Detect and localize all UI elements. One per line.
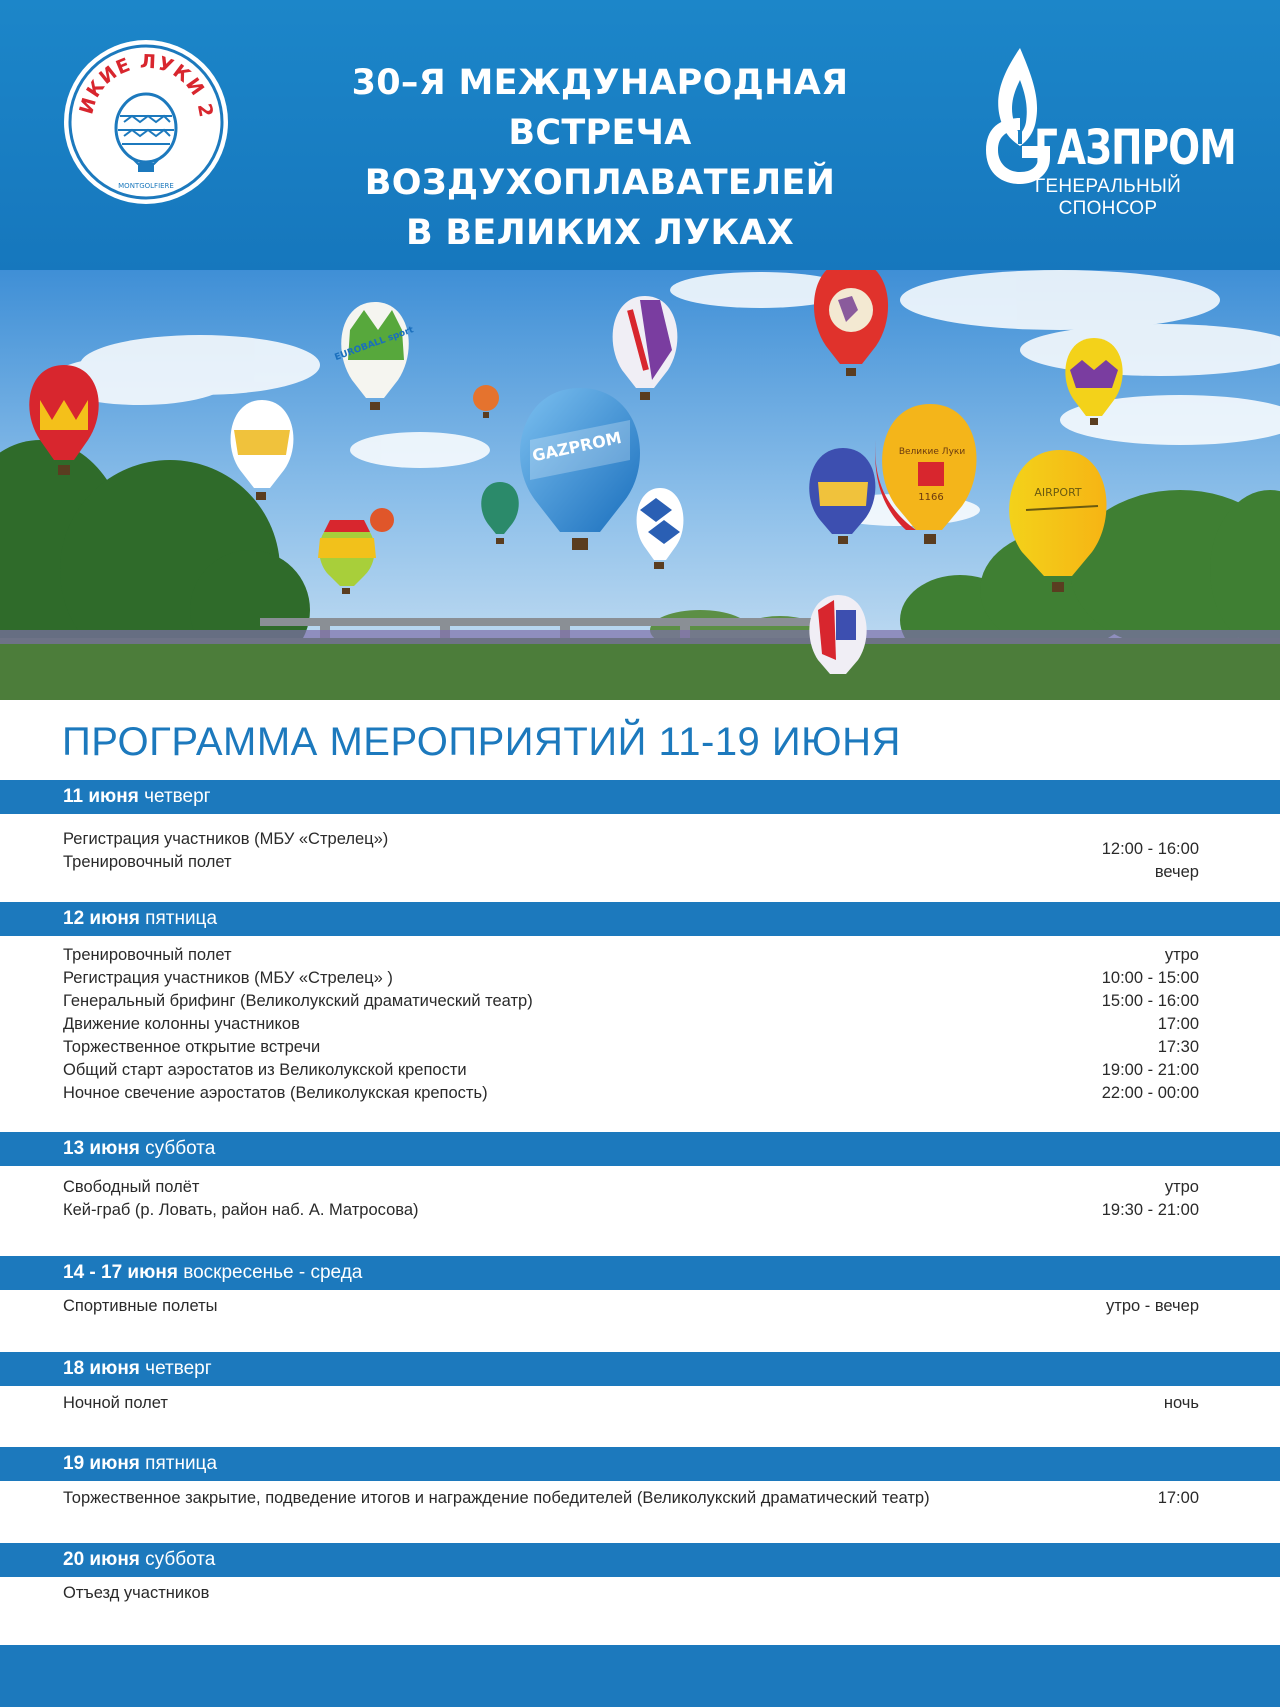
day-events (0, 1166, 1280, 1256)
title-line-2: ВСТРЕЧА ВОЗДУХОПЛАВАТЕЛЕЙ (364, 113, 836, 203)
day-header (0, 780, 1280, 814)
day-date: 20 июня (63, 1549, 140, 1570)
balloon-gazprom-label: GAZPROM (530, 427, 624, 466)
event-label: Тренировочный полет (63, 946, 232, 964)
event-title (290, 58, 910, 258)
event-time: 22:00 - 00:00 (1101, 1084, 1199, 1102)
day-weekday: суббота (145, 1549, 216, 1570)
event-label: Торжественное закрытие, подведение итогов и награждение победителей (Великолукский драматический театр) (63, 1489, 930, 1507)
day-events (0, 1290, 1280, 1352)
event-label: Движение колонны участников (63, 1015, 300, 1033)
event-time: ночь (1163, 1394, 1199, 1412)
event-label: Тренировочный полет (63, 853, 232, 871)
day-weekday: четверг (144, 786, 211, 807)
emblem-caption: MONTGOLFIERE (118, 182, 174, 190)
event-label: Ночной полет (63, 1394, 168, 1412)
day-header (0, 1256, 1280, 1290)
crowd (0, 630, 1280, 644)
bridge (260, 618, 820, 626)
day-weekday: четверг (145, 1358, 212, 1379)
day-weekday: суббота (145, 1138, 216, 1159)
day-header (0, 1447, 1280, 1481)
balloon-small-red (370, 508, 394, 532)
event-label: Кей-граб (р. Ловать, район наб. А. Матросова) (63, 1201, 419, 1219)
day-date: 13 июня (63, 1138, 140, 1159)
event-time: 17:00 (1157, 1489, 1199, 1507)
balloon-1166-label: 1166 (918, 492, 944, 503)
balloon-velikie-luki-label: Великие Луки (898, 447, 966, 457)
event-time: вечер (1154, 863, 1199, 881)
balloon-airport-label: AIRPORT (1034, 486, 1082, 499)
event-label: Регистрация участников (МБУ «Стрелец») (63, 830, 389, 848)
event-label: Отъезд участников (63, 1584, 210, 1602)
day-header (0, 1543, 1280, 1577)
event-time: утро - вечер (1106, 1297, 1199, 1315)
event-time: 10:00 - 15:00 (1101, 969, 1199, 987)
balloon-euroball-label: EUROBALL sport (333, 325, 416, 364)
event-time: 15:00 - 16:00 (1101, 992, 1199, 1010)
day-events (0, 936, 1280, 1132)
festival-emblem (62, 38, 230, 206)
day-header (0, 1352, 1280, 1386)
day-header (0, 1132, 1280, 1166)
event-label: Ночное свечение аэростатов (Великолукская крепость) (63, 1084, 488, 1102)
day-date: 19 июня (63, 1453, 140, 1474)
event-time: 17:00 (1157, 1015, 1199, 1033)
title-line-3: В ВЕЛИКИХ ЛУКАХ (405, 213, 795, 253)
event-time: 17:30 (1157, 1038, 1199, 1056)
day-events (0, 1577, 1280, 1645)
day-events (0, 814, 1280, 902)
day-weekday: пятница (145, 1453, 218, 1474)
event-label: Спортивные полеты (63, 1297, 218, 1315)
sponsor-caption: ГЕНЕРАЛЬНЫЙ СПОНСОР (1034, 176, 1182, 219)
footer-bar (0, 1645, 1280, 1707)
event-time: 19:30 - 21:00 (1101, 1201, 1199, 1219)
emblem-ring-text: ИКИЕ ЛУКИ 2 (75, 50, 218, 120)
day-weekday: пятница (145, 908, 218, 929)
event-time: утро (1164, 1178, 1199, 1196)
balloons-photo (0, 270, 1280, 700)
event-label: Общий старт аэростатов из Великолукской крепости (63, 1061, 467, 1079)
day-weekday: воскресенье - среда (183, 1262, 363, 1283)
day-date: 11 июня (63, 786, 139, 807)
day-events (0, 1481, 1280, 1543)
program-title: ПРОГРАММА МЕРОПРИЯТИЙ 11-19 ИЮНЯ (62, 720, 901, 764)
event-time: 19:00 - 21:00 (1101, 1061, 1199, 1079)
day-date: 14 - 17 июня (63, 1262, 178, 1283)
event-time: 12:00 - 16:00 (1101, 840, 1199, 858)
event-label: Торжественное открытие встречи (63, 1038, 321, 1056)
day-date: 12 июня (63, 908, 140, 929)
day-date: 18 июня (63, 1358, 140, 1379)
header (0, 0, 1280, 270)
event-time: утро (1164, 946, 1199, 964)
sponsor-logo (980, 46, 1240, 219)
event-label: Свободный полёт (63, 1178, 200, 1196)
title-line-1: 30–Я МЕЖДУНАРОДНАЯ (351, 63, 849, 103)
sponsor-brand-name: ГАЗПРОМ (1034, 120, 1236, 176)
day-header (0, 902, 1280, 936)
event-label: Регистрация участников (МБУ «Стрелец» ) (63, 969, 393, 987)
event-label: Генеральный брифинг (Великолукский драматический театр) (63, 992, 533, 1010)
day-events (0, 1386, 1280, 1448)
